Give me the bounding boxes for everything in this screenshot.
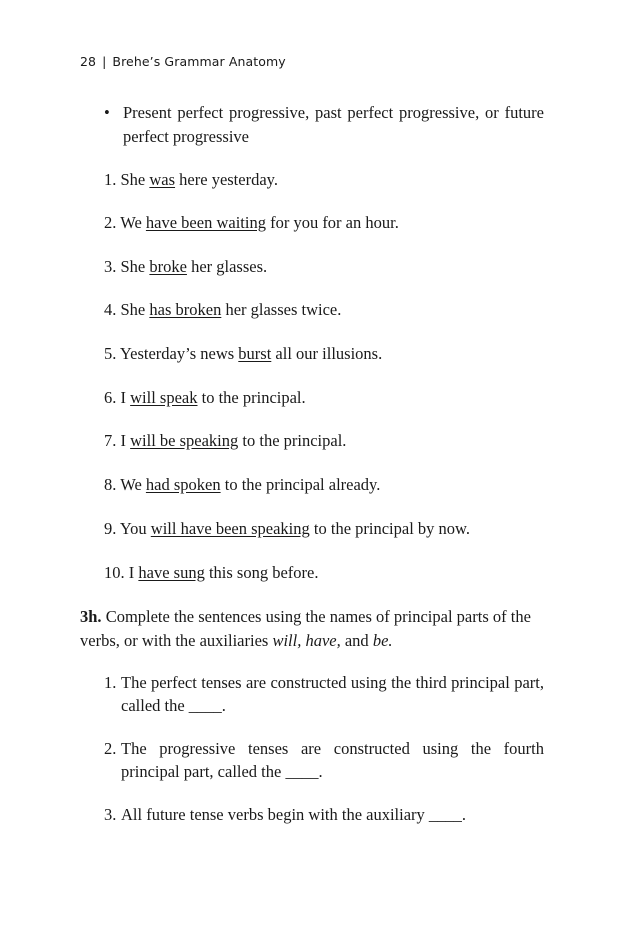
example-number: 5. — [104, 344, 117, 363]
example-number: 10. — [104, 563, 125, 582]
example-sentence: 1. She was here yesterday. — [104, 170, 278, 189]
question-text: The progressive tenses are constructed using the fourth principal part, called the ____. — [121, 739, 544, 781]
underlined-verb: was — [149, 170, 176, 189]
exercise-question — [104, 803, 544, 826]
underlined-verb: has broken — [149, 300, 222, 319]
page-number: 28 — [80, 54, 97, 69]
page-header — [80, 54, 286, 69]
example-sentence: 3. She broke her glasses. — [104, 257, 268, 276]
example-sentence: 7. I will be speaking to the principal. — [104, 431, 347, 450]
example-number: 1. — [104, 170, 117, 189]
question-number: 1. — [104, 673, 117, 692]
example-sentence: 10. I have sung this song before. — [104, 563, 319, 582]
example-sentence: 6. I will speak to the principal. — [104, 388, 306, 407]
question-number: 2. — [104, 739, 117, 758]
bullet-item — [104, 101, 544, 149]
example-sentence: 5. Yesterday’s news burst all our illusions. — [104, 344, 383, 363]
exercise-question — [104, 737, 544, 783]
underlined-verb: burst — [238, 344, 272, 363]
example-number: 7. — [104, 431, 117, 450]
exercise-3h-instructions: 3h. Complete the sentences using the names of principal parts of the verbs, or with the auxiliaries will, have, and be. — [80, 607, 531, 650]
example-number: 2. — [104, 213, 117, 232]
example-number: 4. — [104, 300, 117, 319]
example-sentence: 8. We had spoken to the principal already. — [104, 475, 381, 494]
example-number: 9. — [104, 519, 117, 538]
example-number: 3. — [104, 257, 117, 276]
question-number: 3. — [104, 805, 117, 824]
example-number: 6. — [104, 388, 117, 407]
book-title: Brehe’s Grammar Anatomy — [112, 54, 286, 69]
underlined-verb: have sung — [138, 563, 205, 582]
exercise-question — [104, 671, 544, 717]
question-text: All future tense verbs begin with the auxiliary ____. — [121, 805, 467, 824]
example-number: 8. — [104, 475, 117, 494]
underlined-verb: broke — [149, 257, 187, 276]
underlined-verb: had spoken — [145, 475, 221, 494]
example-sentence: 2. We have been waiting for you for an hour. — [104, 213, 399, 232]
bullet-dot: • — [104, 103, 110, 122]
question-text: The perfect tenses are constructed using the third principal part, called the ____. — [121, 673, 544, 715]
exercise-label: 3h. — [80, 607, 102, 626]
underlined-verb: have been waiting — [145, 213, 266, 232]
underlined-verb: will be speaking — [130, 431, 239, 450]
header-separator: | — [102, 54, 107, 69]
bullet-text: Present perfect progressive, past perfect progressive, or future perfect progressive — [123, 103, 544, 146]
example-sentence: 9. You will have been speaking to the principal by now. — [104, 519, 471, 538]
underlined-verb: will speak — [130, 388, 198, 407]
example-sentence: 4. She has broken her glasses twice. — [104, 300, 342, 319]
underlined-verb: will have been speaking — [150, 519, 310, 538]
